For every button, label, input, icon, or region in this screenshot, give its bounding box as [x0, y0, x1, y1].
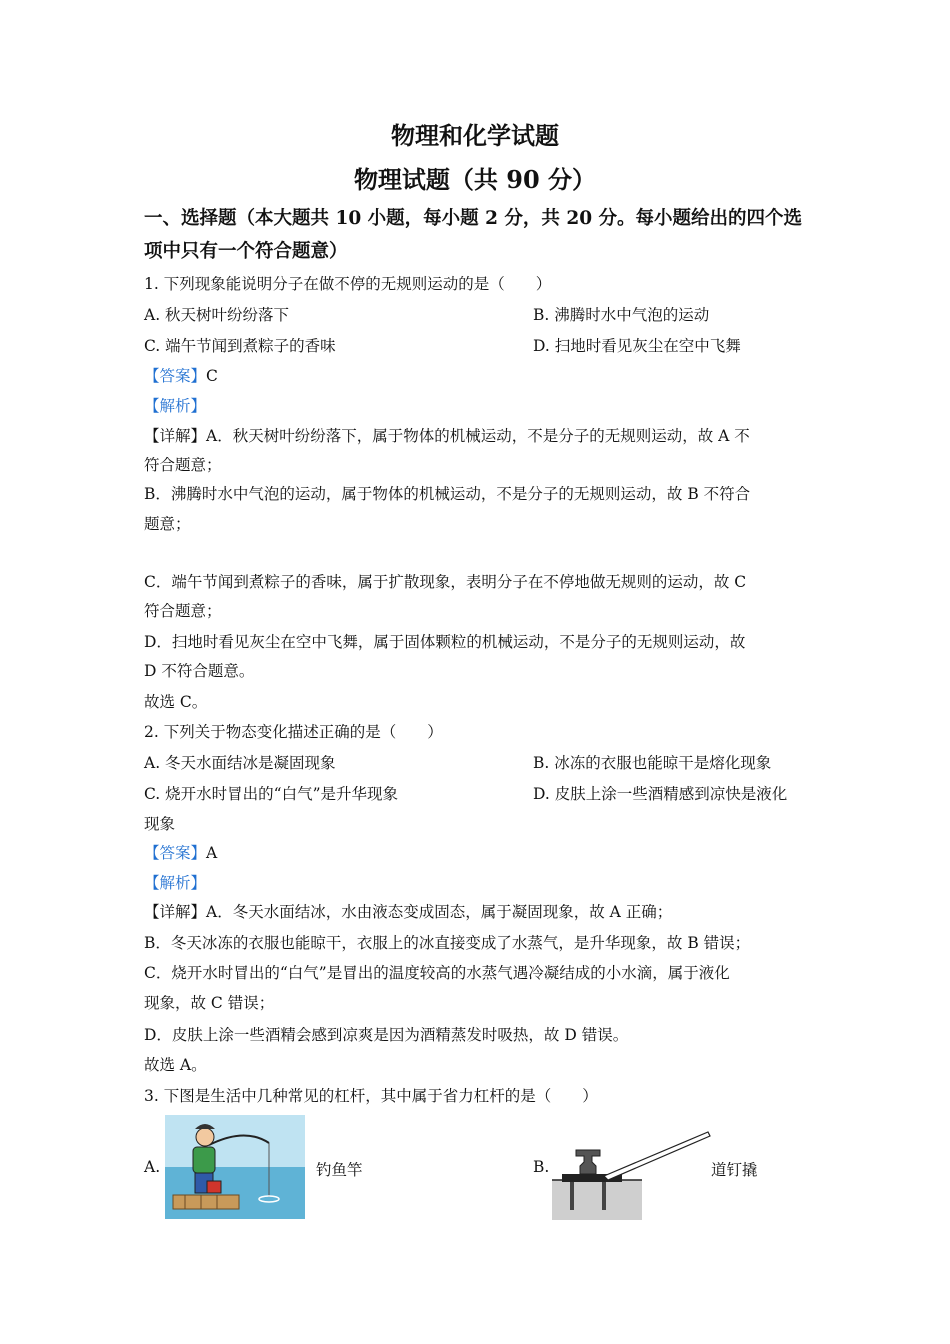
q1-detail-4-cont: D 不符合题意。: [144, 662, 255, 680]
q3-option-b-label: B.: [533, 1158, 550, 1176]
q1-detail-4: D．扫地时看见灰尘在空中飞舞，属于固体颗粒的机械运动，不是分子的无规则运动，故: [144, 633, 746, 651]
q1-option-b: B. 沸腾时水中气泡的运动: [533, 306, 710, 324]
ground: [552, 1180, 642, 1220]
q1-detail-3: C．端午节闻到煮粽子的香味，属于扩散现象，表明分子在不停地做无规则的运动，故 C: [144, 573, 747, 591]
q1-stem: 1. 下列现象能说明分子在做不停的无规则运动的是（ ）: [144, 275, 552, 293]
q1-option-a: A. 秋天树叶纷纷落下: [144, 306, 290, 324]
water: [165, 1167, 305, 1219]
crowbar: [604, 1132, 710, 1180]
q2-option-d: D. 皮肤上涂一些酒精感到凉快是液化: [533, 785, 788, 803]
q2-conclusion: 故选 A。: [144, 1056, 207, 1074]
rail: [576, 1150, 600, 1174]
detail-tag: 【详解】: [144, 903, 207, 921]
fisher-head: [196, 1128, 214, 1146]
q2-option-d-cont: 现象: [144, 815, 176, 833]
q1-answer: [144, 365, 218, 387]
spike-left: [570, 1182, 574, 1210]
detail-tag: 【详解】: [144, 427, 207, 445]
q2-detail-3: C．烧开水时冒出的“白气”是冒出的温度较高的水蒸气遇冷凝结成的小水滴，属于液化: [144, 964, 730, 982]
page-subtitle: 物理试题（共 90 分）: [353, 165, 597, 194]
q2-detail-2: B．冬天冰冻的衣服也能晾干，衣服上的冰直接变成了水蒸气，是升华现象，故 B 错误；: [144, 934, 751, 952]
q1-analysis-tag: 【解析】: [144, 397, 207, 415]
q2-option-c: C. 烧开水时冒出的“白气”是升华现象: [144, 785, 399, 803]
q1-detail-3-cont: 符合题意；: [144, 602, 222, 620]
q3-option-a-label: A.: [144, 1158, 161, 1176]
q2-detail-4: D．皮肤上涂一些酒精会感到凉爽是因为酒精蒸发时吸热，故 D 错误。: [144, 1026, 629, 1044]
q1-detail-2: B．沸腾时水中气泡的运动，属于物体的机械运动，不是分子的无规则运动，故 B 不符合: [144, 485, 751, 503]
section-heading: 一、选择题（本大题共 10 小题，每小题 2 分，共 20 分。每小题给出的四个选项中只有一个符合题意）: [144, 208, 803, 262]
q2-detail-1-text: A．冬天水面结冰，水由液态变成固态，属于凝固现象，故 A 正确；: [206, 903, 673, 921]
bucket: [207, 1181, 221, 1193]
rail-spike-bar-figure: [552, 1130, 712, 1220]
q1-answer-value: C: [206, 367, 218, 385]
q1-detail-1-text: A．秋天树叶纷纷落下，属于物体的机械运动，不是分子的无规则运动，故 A 不: [206, 427, 750, 445]
q2-option-b: B. 冰冻的衣服也能晾干是熔化现象: [533, 754, 772, 772]
q1-detail-1-cont: 符合题意；: [144, 456, 222, 474]
q2-answer: [144, 842, 217, 864]
q2-answer-value: A: [206, 844, 218, 862]
q3-option-b-caption: 道钉撬: [711, 1161, 758, 1179]
q3-option-a-caption: 钓鱼竿: [316, 1161, 363, 1179]
q2-option-a: A. 冬天水面结冰是凝固现象: [144, 754, 336, 772]
wooden-dock: [173, 1195, 239, 1209]
q1-detail-2-cont: 题意；: [144, 515, 191, 533]
q1-detail-1: [144, 425, 750, 447]
fishing-rod-figure: [165, 1115, 305, 1219]
spike-right: [602, 1182, 606, 1210]
q1-option-c: C. 端午节闻到煮粽子的香味: [144, 337, 336, 355]
q1-option-d: D. 扫地时看见灰尘在空中飞舞: [533, 337, 741, 355]
fisher-body: [193, 1147, 215, 1173]
q2-detail-1: [144, 901, 672, 923]
page-title: 物理和化学试题: [391, 121, 559, 150]
q2-stem: 2. 下列关于物态变化描述正确的是（ ）: [144, 723, 443, 741]
answer-tag: 【答案】: [144, 844, 207, 862]
q3-stem: 3. 下图是生活中几种常见的杠杆，其中属于省力杠杆的是（ ）: [144, 1087, 598, 1105]
answer-tag: 【答案】: [144, 367, 207, 385]
q2-analysis-tag: 【解析】: [144, 874, 207, 892]
q2-detail-3-cont: 现象，故 C 错误；: [144, 994, 275, 1012]
q1-conclusion: 故选 C。: [144, 693, 208, 711]
